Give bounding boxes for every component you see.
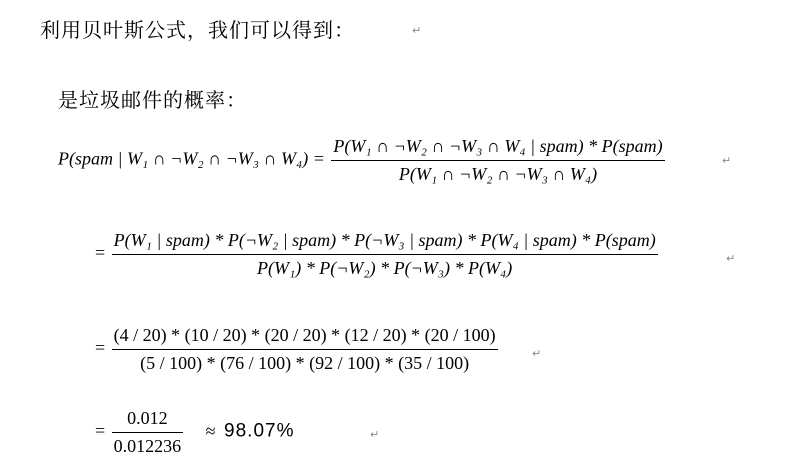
- eq4-prefix: =: [95, 420, 106, 441]
- eq1-lhs: P(spam | W₁ ∩ ¬W₂ ∩ ¬W₃ ∩ W₄) =: [58, 148, 325, 169]
- eq2-denominator: P(W₁) * P(¬W₂) * P(¬W₃) * P(W₄): [257, 258, 513, 278]
- eq3-fraction: [112, 325, 498, 374]
- eq2-fraction: [112, 230, 658, 279]
- eq1-numerator: P(W₁ ∩ ¬W₂ ∩ ¬W₃ ∩ W₄ | spam) * P(spam): [333, 136, 663, 156]
- equation-2: [95, 230, 660, 279]
- paragraph-mark: ↵: [370, 428, 380, 441]
- eq3-numerator: (4 / 20) * (10 / 20) * (20 / 20) * (12 / 20) * (20 / 100): [113, 325, 496, 345]
- equation-1: [58, 136, 667, 185]
- intro-text: 利用贝叶斯公式，我们可以得到：: [40, 18, 355, 42]
- eq1-fraction: [331, 136, 664, 185]
- paragraph-mark: ↵: [532, 347, 542, 360]
- eq4-numerator: 0.012: [127, 408, 168, 428]
- approx-symbol: ≈: [205, 420, 216, 441]
- eq4-denominator: 0.012236: [113, 436, 182, 456]
- result-value: 98.07%: [224, 420, 295, 442]
- eq2-numerator: P(W₁ | spam) * P(¬W₂ | spam) * P(¬W₃ | spam) * P(W₄ | spam) * P(spam): [113, 230, 656, 250]
- paragraph-mark: ↵: [412, 24, 422, 37]
- equation-3: [95, 325, 500, 374]
- eq4-fraction: [112, 408, 184, 457]
- eq2-prefix: =: [95, 242, 106, 263]
- eq3-denominator: (5 / 100) * (76 / 100) * (92 / 100) * (35 / 100): [140, 353, 470, 373]
- equation-4: [95, 408, 295, 457]
- subheading: 是垃圾邮件的概率：: [58, 88, 247, 112]
- eq1-denominator: P(W₁ ∩ ¬W₂ ∩ ¬W₃ ∩ W₄): [398, 164, 598, 184]
- eq3-prefix: =: [95, 337, 106, 358]
- paragraph-mark: ↵: [722, 154, 732, 167]
- paragraph-mark: ↵: [726, 252, 736, 265]
